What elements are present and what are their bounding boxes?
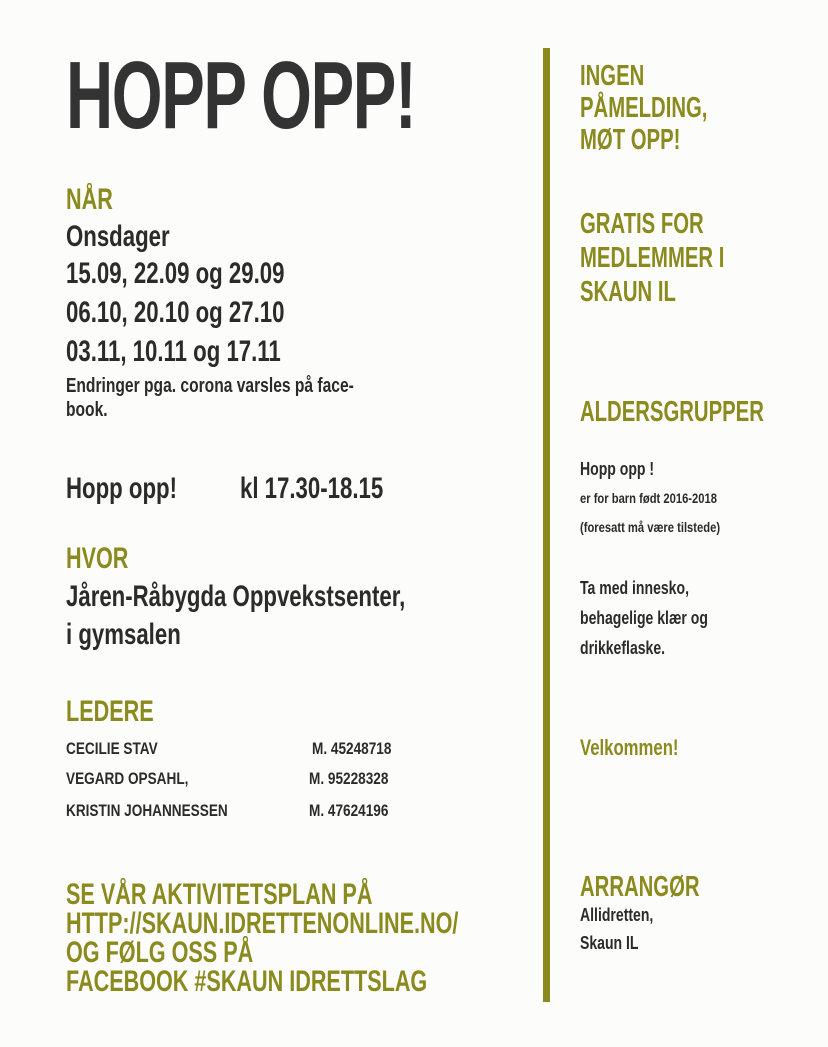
signup-line-2: PÅMELDING, (580, 92, 708, 124)
where-heading: HVOR (66, 542, 129, 575)
leader-name: CECILIE STAV (66, 739, 158, 758)
free-line-1: GRATIS FOR (580, 208, 704, 240)
leader-phone: M. 47624196 (309, 801, 389, 820)
when-dates-1: 15.09, 22.09 og 29.09 (66, 257, 285, 290)
organizer-line-2: Skaun IL (580, 933, 639, 953)
leaders-heading: LEDERE (66, 695, 154, 728)
when-dates-3: 03.11, 10.11 og 17.11 (66, 335, 281, 368)
organizer-line-1: Allidretten, (580, 905, 654, 925)
footer-line-1: SE VÅR AKTIVITETSPLAN PÅ (66, 878, 373, 911)
where-line-2: i gymsalen (66, 618, 181, 651)
signup-line-3: MØT OPP! (580, 124, 681, 156)
footer-line-3: OG FØLG OSS PÅ (66, 936, 254, 969)
when-note-1: Endringer pga. corona varsles på face- (66, 375, 354, 397)
vertical-divider (543, 48, 550, 1002)
when-note-2: book. (66, 399, 108, 421)
age-heading: ALDERSGRUPPER (580, 396, 764, 428)
page-title: HOPP OPP! (66, 42, 416, 149)
welcome-text: Velkommen! (580, 735, 679, 760)
leader-phone: M. 45248718 (312, 739, 392, 758)
bring-line-2: behagelige klær og (580, 608, 708, 628)
when-heading: NÅR (66, 183, 113, 216)
when-day: Onsdager (66, 220, 170, 253)
signup-line-1: INGEN (580, 60, 645, 92)
age-title: Hopp opp ! (580, 459, 655, 479)
leader-name: VEGARD OPSAHL, (66, 769, 189, 788)
age-line-1: er for barn født 2016-2018 (580, 490, 717, 506)
bring-line-1: Ta med innesko, (580, 578, 689, 598)
bring-line-3: drikkeflaske. (580, 638, 666, 658)
age-line-2: (foresatt må være tilstede) (580, 519, 721, 535)
free-line-3: SKAUN IL (580, 276, 676, 308)
leader-name: KRISTIN JOHANNESSEN (66, 801, 228, 820)
session-name: Hopp opp! (66, 472, 177, 505)
footer-url: HTTP://SKAUN.IDRETTENONLINE.NO/ (66, 907, 459, 940)
leader-phone: M. 95228328 (309, 769, 389, 788)
where-line-1: Jåren-Råbygda Oppvekstsenter, (66, 580, 406, 613)
footer-line-4: FACEBOOK #SKAUN IDRETTSLAG (66, 965, 428, 998)
when-dates-2: 06.10, 20.10 og 27.10 (66, 296, 285, 329)
organizer-heading: ARRANGØR (580, 871, 700, 903)
free-line-2: MEDLEMMER I (580, 242, 725, 274)
session-time: kl 17.30-18.15 (240, 472, 384, 505)
